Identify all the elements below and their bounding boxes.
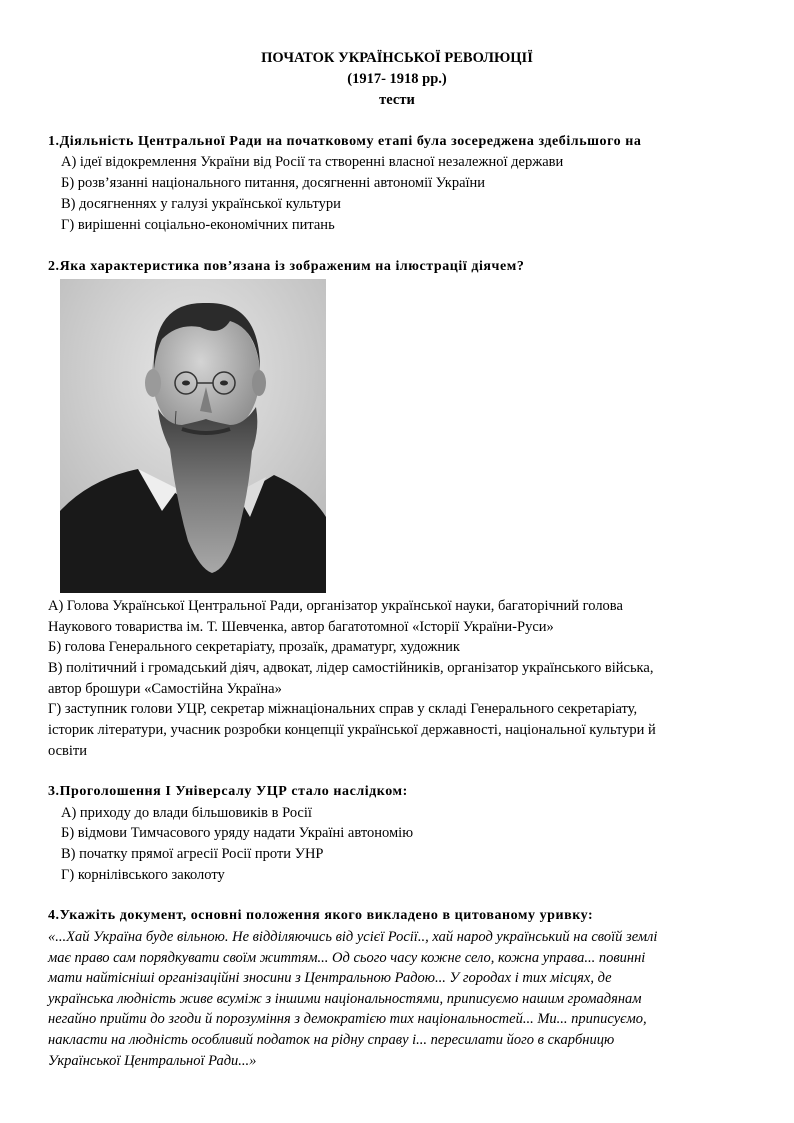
quote-line: негайно прийти до згоди й порозуміння з демократією тих національностей... Ми... приписуємо,: [48, 1011, 647, 1028]
q2-answer-line: В) політичний і громадський діяч, адвокат, лідер самостійників, організатор українського війська,: [48, 660, 654, 676]
q1-option-d: Г) вирішенні соціально-економічних питань: [61, 217, 335, 233]
q1-option-c: В) досягненнях у галузі української культури: [61, 196, 341, 212]
q3-option-c: В) початку прямої агресії Росії проти УНР: [61, 846, 324, 862]
q3-option-d: Г) корнілівського заколоту: [61, 867, 225, 883]
q2-answer-line: Г) заступник голови УЦР, секретар міжнаціональних справ у складі Генерального секретаріату,: [48, 701, 638, 717]
question-1: 1.Діяльність Центральної Ради на початковому етапі була зосереджена здебільшого на: [48, 134, 642, 149]
q2-answer-line: автор брошури «Самостійна Україна»: [48, 681, 282, 697]
page-years: (1917- 1918 рр.): [347, 71, 447, 87]
quote-line: українська людність живе всуміж з іншими національностями, приписуємо нашим громадянам: [48, 990, 642, 1007]
q2-answer-line: Наукового товариства ім. Т. Шевченка, автор багатотомної «Історії України-Руси»: [48, 619, 554, 635]
q3-option-b: Б) відмови Тимчасового уряду надати Україні автономію: [61, 825, 414, 841]
question-3: 3.Проголошення І Універсалу УЦР стало наслідком:: [48, 784, 408, 799]
quote-line: накласти на людність особливий податок на рідну справу і... пересилати його в скарбницю: [48, 1031, 615, 1048]
page-title: ПОЧАТОК УКРАЇНСЬКОЇ РЕВОЛЮЦІЇ: [261, 50, 533, 66]
q1-option-a: А) ідеї відокремлення України від Росії та створенні власної незалежної держави: [61, 154, 564, 170]
q3-option-a: А) приходу до влади більшовиків в Росії: [61, 805, 312, 821]
quote-line: Української Центральної Ради...»: [48, 1052, 257, 1069]
q1-option-b: Б) розв’язанні національного питання, досягненні автономії України: [61, 175, 486, 191]
question-2: 2.Яка характеристика пов’язана із зображеним на ілюстрації діячем?: [48, 259, 525, 274]
portrait-photo: [60, 279, 326, 593]
q2-answer-line: освіти: [48, 743, 88, 759]
quote-line: «...Хай Україна буде вільною. Не відділяючись від усієї Росії.., хай народ український на своїй землі: [48, 929, 658, 945]
question-4: 4.Укажіть документ, основні положення якого викладено в цитованому уривку:: [48, 908, 594, 923]
q2-answer-line: Б) голова Генерального секретаріату, прозаїк, драматург, художник: [48, 639, 460, 655]
quote-line: має право сам порядкувати своїм життям... Од сього часу кожне село, кожна управа... повинні: [48, 949, 646, 966]
q4-quote: [48, 927, 748, 1071]
q2-answer-line: А) Голова Української Центральної Ради, організатор української науки, багаторічний голова: [48, 598, 623, 614]
page-subtitle: тести: [379, 92, 415, 108]
quote-line: мати найтісніші організаційні зносини з Центральною Радою... У городах і тих місцях, де: [48, 970, 612, 987]
q2-answer-line: історик літератури, учасник розробки концепції української державності, національної культури й: [48, 722, 656, 738]
